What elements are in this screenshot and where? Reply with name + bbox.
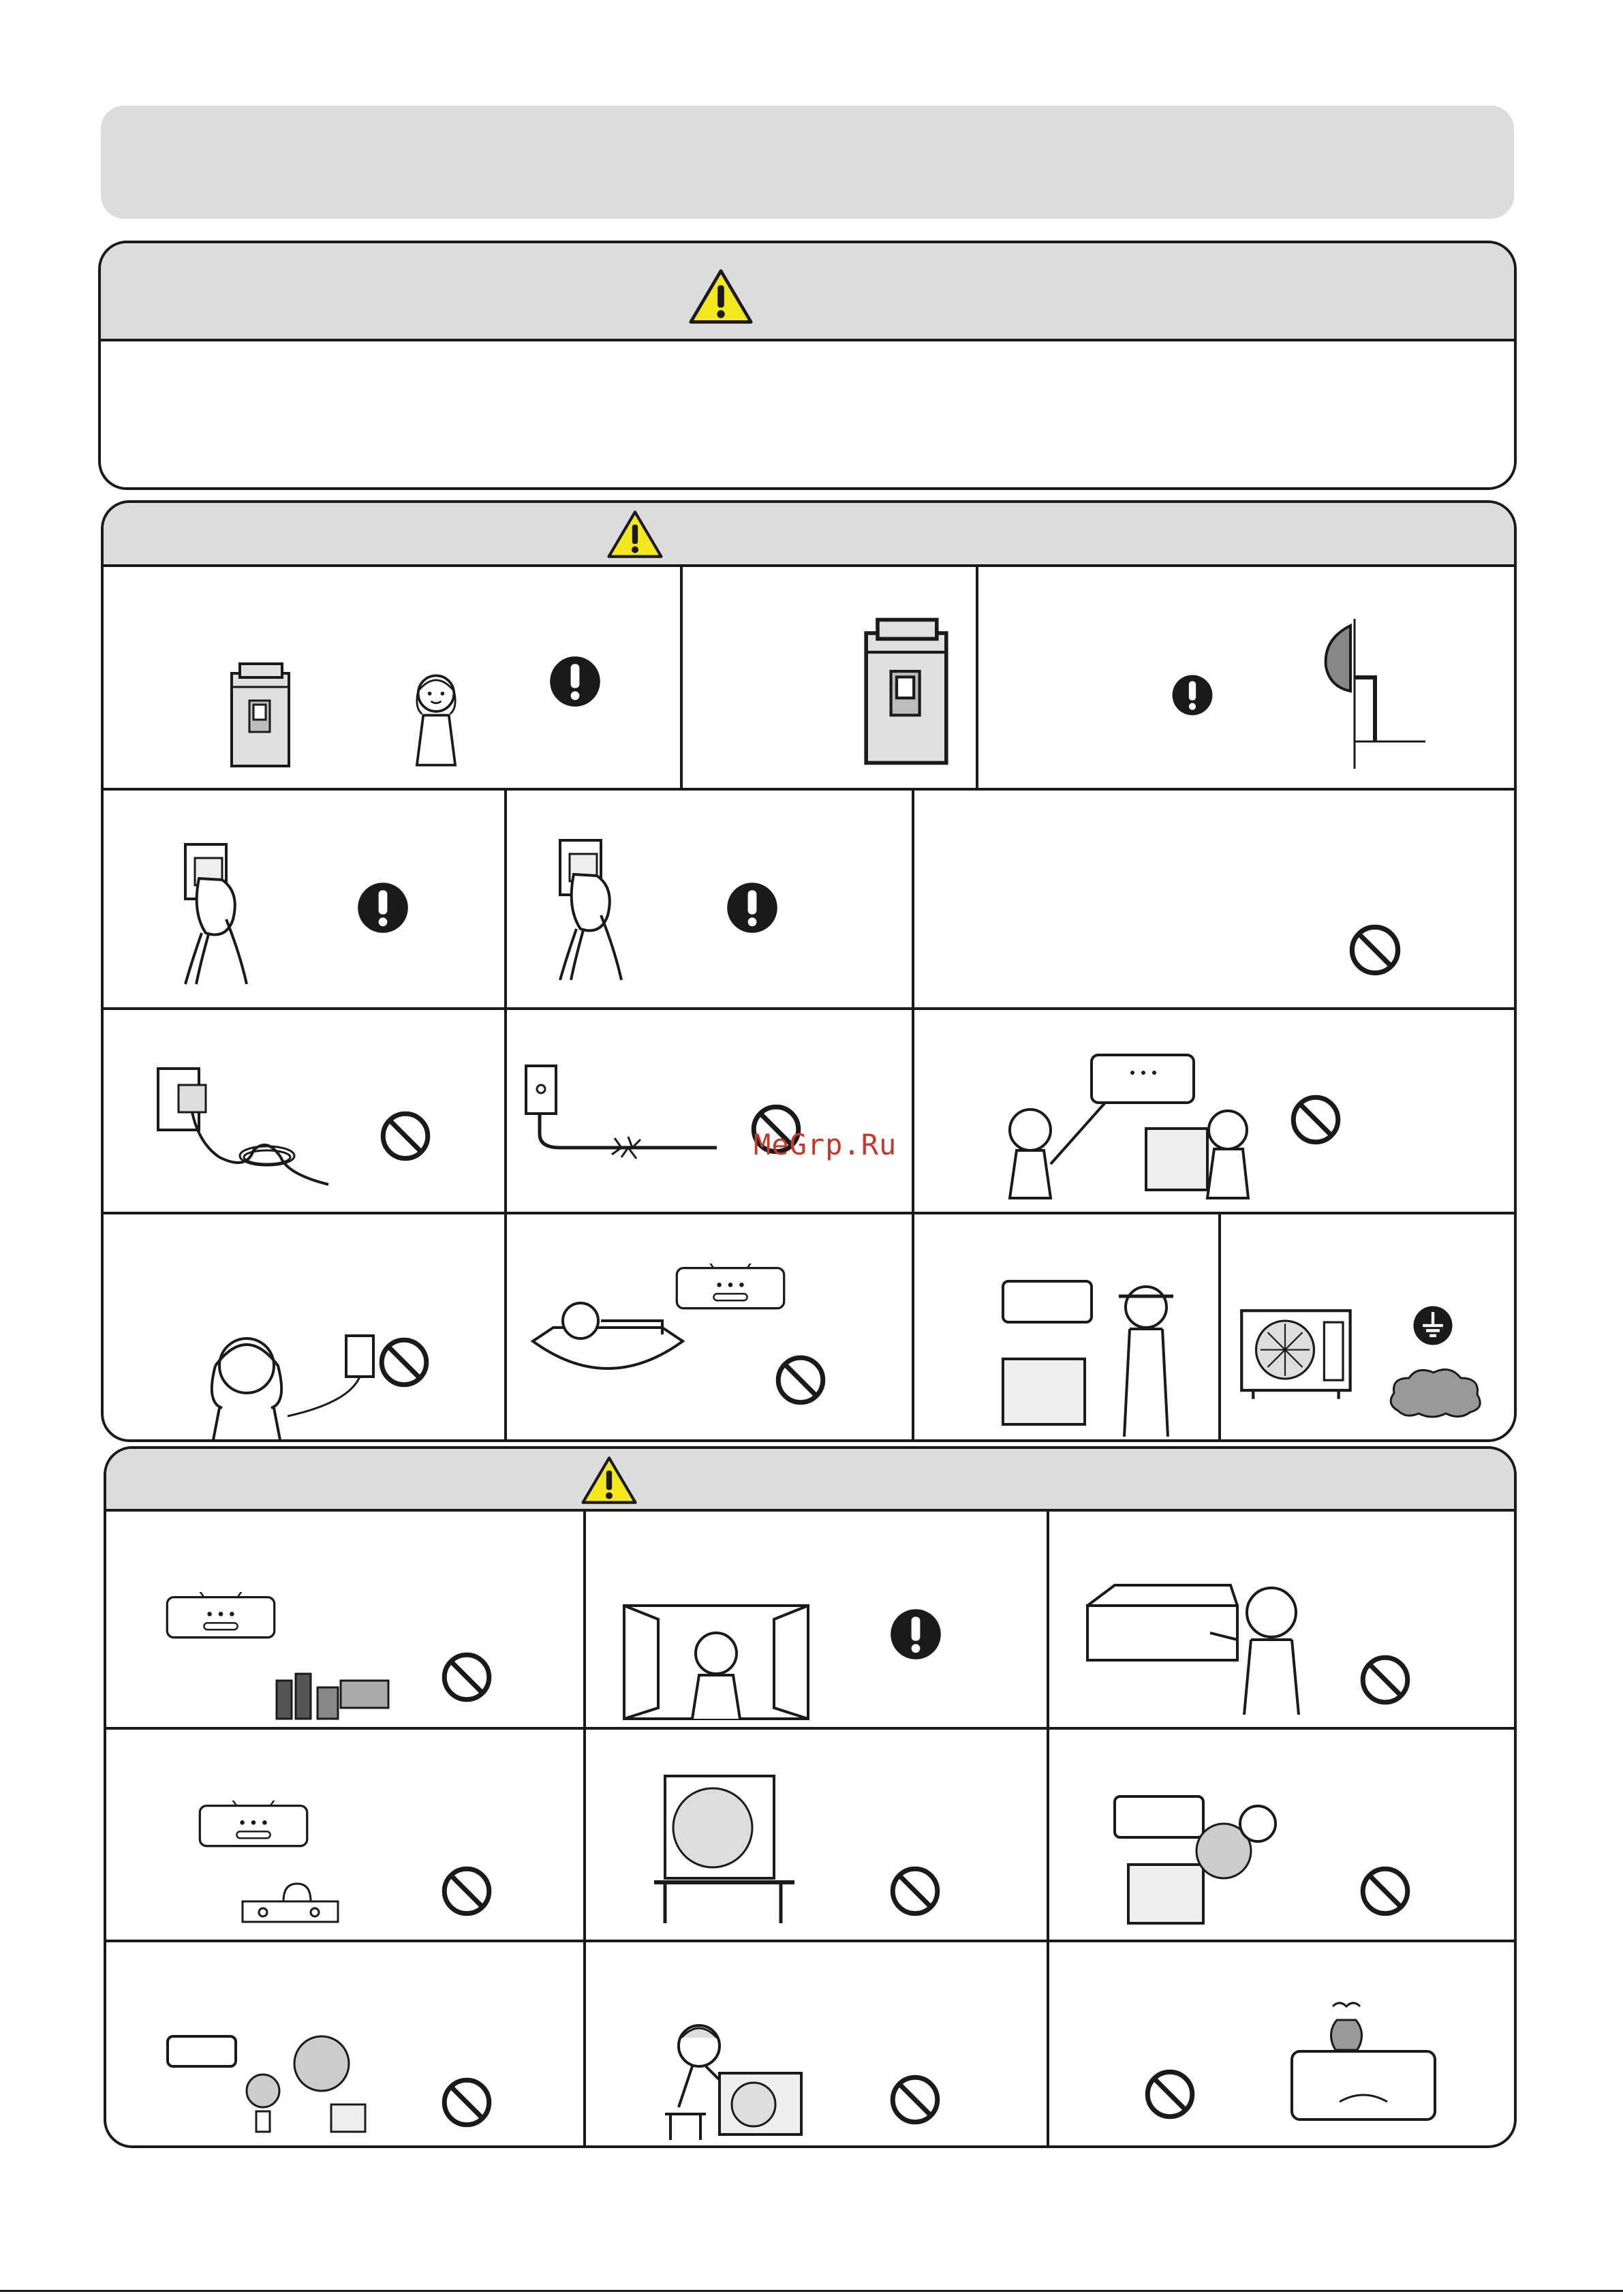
prohibition-icon [888,2073,942,2126]
mandatory-exclamation-icon [356,881,410,935]
plant-unit-illustration [1108,1790,1285,1926]
watermark-text: MeGrp.Ru [754,1128,897,1161]
indoor-unit-illustration [165,1592,277,1644]
children-units-illustration [989,1048,1316,1205]
row-divider [106,1727,1517,1730]
wall-pipe-illustration [1310,612,1432,769]
unit-plants-illustration [161,2030,379,2139]
warning-triangle-icon [688,268,754,325]
prohibition-icon [1359,1865,1412,1918]
section-3-header [106,1449,1514,1512]
mandatory-exclamation-icon [548,654,602,709]
col-divider [1047,1512,1049,2148]
gas-stove-illustration [236,1877,345,1925]
hand-outlet-illustration [165,834,260,991]
vase-unit-illustration [1285,2000,1442,2136]
col-divider [1218,1212,1221,1442]
col-divider [976,567,978,788]
prohibition-icon [1289,1093,1342,1146]
col-divider [504,788,507,1442]
child-units-illustration [996,1273,1201,1439]
mandatory-exclamation-icon [725,881,779,935]
circuit-breaker-illustration [226,660,294,769]
prohibition-icon [440,1651,493,1704]
mandatory-exclamation-icon [888,1607,943,1662]
row-divider [104,788,1517,791]
prohibition-icon [1359,1653,1412,1706]
prohibition-icon [1348,923,1402,977]
section-2-header [104,503,1514,567]
row-divider [104,1212,1517,1214]
prohibition-icon [1143,2068,1196,2121]
title-bar [101,106,1514,219]
bottom-rule [0,2290,1623,2292]
col-divider [680,567,683,788]
mandatory-exclamation-icon [1171,673,1214,717]
child-climbing-illustration [651,2019,815,2141]
row-divider [104,1007,1517,1010]
col-divider [583,1512,586,2148]
row-divider [106,1940,1517,1942]
outdoor-unit-illustration [1239,1307,1355,1403]
ground-icon [1412,1304,1454,1347]
indoor-unit-illustration [198,1801,309,1852]
person-illustration [403,669,469,771]
prohibition-icon [440,1865,493,1918]
indoor-unit-illustration [675,1264,786,1314]
warning-triangle-icon [581,1456,638,1505]
girl-window-illustration [617,1599,815,1721]
hand-outlet-illustration [540,830,635,987]
baby-cradle-illustration [526,1280,690,1389]
cloud-illustration [1385,1363,1487,1420]
damaged-cord-illustration [519,1059,724,1161]
warning-triangle-icon [606,510,664,559]
warning-section-2 [101,500,1517,1442]
girl-unit-illustration [1074,1578,1319,1721]
prohibition-icon [774,1353,827,1407]
food-items-illustration [270,1660,392,1721]
warning-section-1 [98,241,1517,490]
unit-stand-illustration [651,1769,815,1926]
prohibition-icon [379,1109,432,1163]
warning-section-3 [104,1446,1517,2148]
prohibition-icon [440,2076,493,2129]
section-1-header [101,243,1514,341]
coiled-cord-illustration [151,1055,356,1191]
col-divider [912,788,914,1442]
circuit-breaker-illustration [859,612,954,769]
prohibition-icon [377,1336,431,1389]
prohibition-icon [888,1865,942,1918]
